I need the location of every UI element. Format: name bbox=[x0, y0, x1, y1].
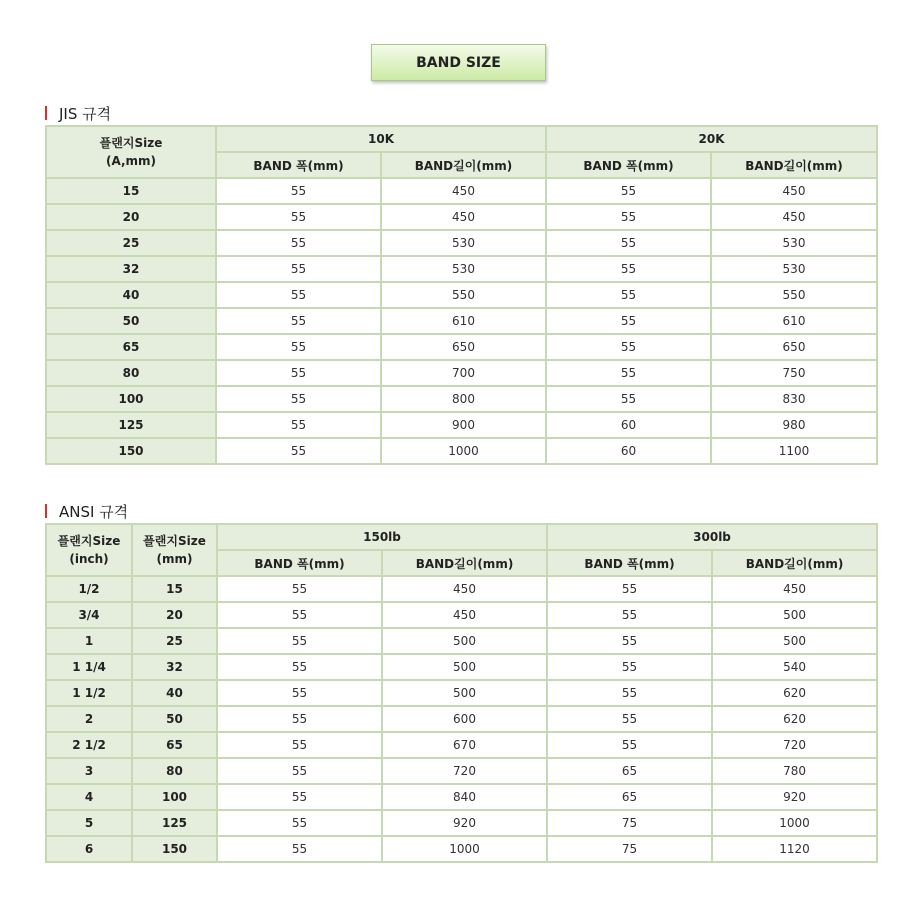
value-cell: 750 bbox=[711, 360, 877, 386]
size-cell: 100 bbox=[132, 784, 217, 810]
size-cell: 1 bbox=[46, 628, 132, 654]
size-cell: 15 bbox=[132, 576, 217, 602]
table-row bbox=[46, 386, 877, 412]
value-cell: 610 bbox=[381, 308, 546, 334]
jis-subheader: BAND 폭(mm) bbox=[216, 152, 381, 178]
ansi-group-300lb: 300lb bbox=[547, 524, 877, 550]
value-cell: 1000 bbox=[381, 438, 546, 464]
value-cell: 620 bbox=[712, 680, 877, 706]
value-cell: 500 bbox=[382, 628, 547, 654]
jis-subheader: BAND 폭(mm) bbox=[546, 152, 711, 178]
value-cell: 700 bbox=[381, 360, 546, 386]
table-row bbox=[46, 680, 877, 706]
size-cell: 50 bbox=[46, 308, 216, 334]
value-cell: 550 bbox=[381, 282, 546, 308]
value-cell: 55 bbox=[547, 576, 712, 602]
value-cell: 450 bbox=[381, 178, 546, 204]
value-cell: 780 bbox=[712, 758, 877, 784]
value-cell: 530 bbox=[711, 230, 877, 256]
value-cell: 450 bbox=[711, 204, 877, 230]
value-cell: 900 bbox=[381, 412, 546, 438]
size-cell: 1 1/2 bbox=[46, 680, 132, 706]
value-cell: 720 bbox=[712, 732, 877, 758]
size-cell: 40 bbox=[132, 680, 217, 706]
value-cell: 500 bbox=[712, 628, 877, 654]
value-cell: 650 bbox=[711, 334, 877, 360]
size-cell: 65 bbox=[132, 732, 217, 758]
ansi-section-heading bbox=[45, 501, 128, 521]
size-cell: 25 bbox=[46, 230, 216, 256]
value-cell: 500 bbox=[382, 654, 547, 680]
value-cell: 1000 bbox=[382, 836, 547, 862]
value-cell: 55 bbox=[547, 602, 712, 628]
value-cell: 55 bbox=[546, 178, 711, 204]
table-row bbox=[46, 178, 877, 204]
value-cell: 55 bbox=[216, 282, 381, 308]
band-size-title: BAND SIZE bbox=[371, 44, 546, 81]
jis-corner-header bbox=[46, 126, 216, 178]
value-cell: 1100 bbox=[711, 438, 877, 464]
value-cell: 55 bbox=[216, 204, 381, 230]
size-cell: 15 bbox=[46, 178, 216, 204]
value-cell: 55 bbox=[217, 576, 382, 602]
size-cell: 3/4 bbox=[46, 602, 132, 628]
value-cell: 55 bbox=[547, 732, 712, 758]
size-cell: 1 1/4 bbox=[46, 654, 132, 680]
value-cell: 530 bbox=[381, 256, 546, 282]
corner-line-2: (mm) bbox=[156, 552, 193, 566]
value-cell: 920 bbox=[382, 810, 547, 836]
value-cell: 55 bbox=[217, 732, 382, 758]
value-cell: 55 bbox=[546, 360, 711, 386]
size-cell: 3 bbox=[46, 758, 132, 784]
value-cell: 55 bbox=[546, 334, 711, 360]
table-row bbox=[46, 784, 877, 810]
table-row bbox=[46, 360, 877, 386]
size-cell: 4 bbox=[46, 784, 132, 810]
value-cell: 55 bbox=[546, 386, 711, 412]
table-row bbox=[46, 308, 877, 334]
value-cell: 60 bbox=[546, 438, 711, 464]
value-cell: 60 bbox=[546, 412, 711, 438]
size-cell: 20 bbox=[132, 602, 217, 628]
corner-line-1: 플랜지Size bbox=[57, 534, 121, 548]
table-row bbox=[46, 602, 877, 628]
jis-group-20k: 20K bbox=[546, 126, 877, 152]
size-cell: 80 bbox=[132, 758, 217, 784]
value-cell: 65 bbox=[547, 784, 712, 810]
table-row bbox=[46, 282, 877, 308]
size-cell: 5 bbox=[46, 810, 132, 836]
jis-size-table bbox=[45, 125, 878, 465]
value-cell: 450 bbox=[382, 576, 547, 602]
value-cell: 450 bbox=[712, 576, 877, 602]
value-cell: 55 bbox=[216, 438, 381, 464]
value-cell: 550 bbox=[711, 282, 877, 308]
value-cell: 75 bbox=[547, 836, 712, 862]
value-cell: 55 bbox=[546, 256, 711, 282]
table-row bbox=[46, 438, 877, 464]
value-cell: 600 bbox=[382, 706, 547, 732]
size-cell: 2 bbox=[46, 706, 132, 732]
value-cell: 55 bbox=[216, 230, 381, 256]
value-cell: 530 bbox=[381, 230, 546, 256]
ansi-heading-text: ANSI 규격 bbox=[59, 502, 129, 521]
jis-heading-text: JIS 규격 bbox=[59, 104, 112, 123]
size-cell: 25 bbox=[132, 628, 217, 654]
value-cell: 530 bbox=[711, 256, 877, 282]
value-cell: 650 bbox=[381, 334, 546, 360]
value-cell: 55 bbox=[216, 256, 381, 282]
value-cell: 720 bbox=[382, 758, 547, 784]
corner-line-2: (A,mm) bbox=[105, 154, 157, 168]
table-row bbox=[46, 810, 877, 836]
value-cell: 55 bbox=[216, 178, 381, 204]
value-cell: 55 bbox=[546, 282, 711, 308]
size-cell: 150 bbox=[46, 438, 216, 464]
ansi-subheader: BAND 폭(mm) bbox=[217, 550, 382, 576]
table-row bbox=[46, 204, 877, 230]
table-row bbox=[46, 412, 877, 438]
value-cell: 540 bbox=[712, 654, 877, 680]
value-cell: 55 bbox=[217, 706, 382, 732]
ansi-corner-inch-header bbox=[46, 524, 132, 576]
value-cell: 55 bbox=[216, 308, 381, 334]
value-cell: 55 bbox=[217, 602, 382, 628]
size-cell: 32 bbox=[46, 256, 216, 282]
value-cell: 55 bbox=[546, 230, 711, 256]
size-cell: 40 bbox=[46, 282, 216, 308]
value-cell: 920 bbox=[712, 784, 877, 810]
size-cell: 125 bbox=[46, 412, 216, 438]
value-cell: 55 bbox=[217, 758, 382, 784]
value-cell: 55 bbox=[217, 810, 382, 836]
value-cell: 55 bbox=[217, 836, 382, 862]
table-row bbox=[46, 334, 877, 360]
value-cell: 55 bbox=[547, 706, 712, 732]
value-cell: 55 bbox=[216, 386, 381, 412]
value-cell: 500 bbox=[382, 680, 547, 706]
ansi-subheader: BAND길이(mm) bbox=[382, 550, 547, 576]
table-row bbox=[46, 706, 877, 732]
size-cell: 32 bbox=[132, 654, 217, 680]
value-cell: 450 bbox=[382, 602, 547, 628]
value-cell: 55 bbox=[217, 654, 382, 680]
value-cell: 55 bbox=[216, 412, 381, 438]
value-cell: 55 bbox=[217, 628, 382, 654]
jis-subheader: BAND길이(mm) bbox=[711, 152, 877, 178]
jis-subheader: BAND길이(mm) bbox=[381, 152, 546, 178]
jis-section-heading bbox=[45, 103, 111, 123]
table-row bbox=[46, 654, 877, 680]
value-cell: 55 bbox=[216, 360, 381, 386]
value-cell: 450 bbox=[381, 204, 546, 230]
value-cell: 1000 bbox=[712, 810, 877, 836]
size-cell: 80 bbox=[46, 360, 216, 386]
size-cell: 2 1/2 bbox=[46, 732, 132, 758]
value-cell: 670 bbox=[382, 732, 547, 758]
ansi-corner-mm-header bbox=[132, 524, 217, 576]
corner-line-1: 플랜지Size bbox=[143, 534, 206, 548]
size-cell: 1/2 bbox=[46, 576, 132, 602]
value-cell: 55 bbox=[546, 308, 711, 334]
corner-line-2: (inch) bbox=[69, 552, 109, 566]
value-cell: 55 bbox=[547, 680, 712, 706]
value-cell: 55 bbox=[216, 334, 381, 360]
table-row bbox=[46, 628, 877, 654]
table-row bbox=[46, 732, 877, 758]
value-cell: 980 bbox=[711, 412, 877, 438]
table-row bbox=[46, 576, 877, 602]
size-cell: 100 bbox=[46, 386, 216, 412]
corner-line-1: 플랜지Size bbox=[99, 136, 163, 150]
size-cell: 20 bbox=[46, 204, 216, 230]
value-cell: 610 bbox=[711, 308, 877, 334]
ansi-group-150lb: 150lb bbox=[217, 524, 547, 550]
value-cell: 55 bbox=[547, 654, 712, 680]
value-cell: 800 bbox=[381, 386, 546, 412]
ansi-size-table bbox=[45, 523, 878, 863]
jis-group-10k: 10K bbox=[216, 126, 546, 152]
value-cell: 75 bbox=[547, 810, 712, 836]
size-cell: 125 bbox=[132, 810, 217, 836]
value-cell: 830 bbox=[711, 386, 877, 412]
value-cell: 55 bbox=[546, 204, 711, 230]
value-cell: 55 bbox=[217, 784, 382, 810]
size-cell: 50 bbox=[132, 706, 217, 732]
value-cell: 620 bbox=[712, 706, 877, 732]
ansi-subheader: BAND 폭(mm) bbox=[547, 550, 712, 576]
ansi-subheader: BAND길이(mm) bbox=[712, 550, 877, 576]
table-row bbox=[46, 836, 877, 862]
value-cell: 55 bbox=[217, 680, 382, 706]
table-row bbox=[46, 256, 877, 282]
value-cell: 55 bbox=[547, 628, 712, 654]
table-row bbox=[46, 230, 877, 256]
value-cell: 840 bbox=[382, 784, 547, 810]
table-row bbox=[46, 758, 877, 784]
size-cell: 65 bbox=[46, 334, 216, 360]
size-cell: 6 bbox=[46, 836, 132, 862]
value-cell: 450 bbox=[711, 178, 877, 204]
section-marker bbox=[45, 504, 47, 518]
value-cell: 500 bbox=[712, 602, 877, 628]
size-cell: 150 bbox=[132, 836, 217, 862]
value-cell: 1120 bbox=[712, 836, 877, 862]
section-marker bbox=[45, 106, 47, 120]
value-cell: 65 bbox=[547, 758, 712, 784]
